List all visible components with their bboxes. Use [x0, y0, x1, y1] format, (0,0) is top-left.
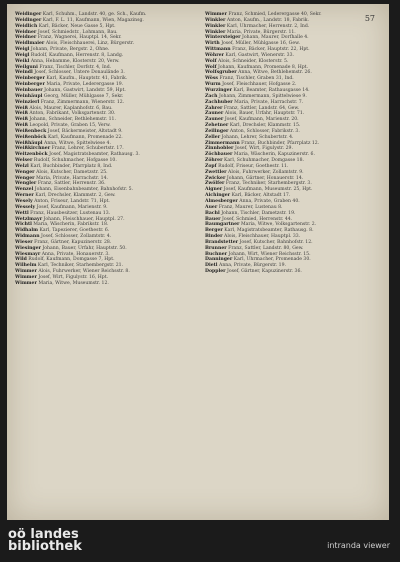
directory-entry	[15, 281, 187, 287]
entry-name: Weiß	[15, 105, 28, 111]
entry-name: Weindl	[15, 70, 33, 76]
entry-text: Johann, Schneider, Bethlehemstr. 11.	[29, 117, 116, 123]
entry-text: Karl, Bäcker, Altstadt 17.	[231, 193, 291, 199]
entry-name: Weigl	[15, 47, 30, 53]
entry-name: Wettl	[15, 210, 29, 216]
entry-text: Franz, Zimmermann, Wienerstr. 12.	[40, 99, 125, 105]
directory-entry	[205, 24, 377, 30]
entry-text: Franz, Sattler, Landstr. 64, Gew.	[223, 105, 300, 111]
directory-entry	[205, 76, 377, 82]
entry-text: Karl, Bäcker, Neue Gasse 5, Hpt.	[38, 23, 116, 29]
entry-name: Weitzenböck	[15, 152, 48, 158]
entry-text: Karl, Schuhmacher, Domgasse 18.	[224, 158, 304, 164]
entry-name: Wiesinger	[15, 245, 41, 251]
library-logo[interactable]	[8, 529, 82, 553]
entry-text: Karl, Gastwirt, Wienerstr. 33.	[225, 52, 294, 58]
entry-text: Karl, Tapezierer, Goethestr. 6.	[39, 228, 110, 234]
entry-text: Johann, Eisenbahnbeamter, Bahnhofstr. 5.	[34, 187, 133, 193]
entry-name: Winkler	[205, 29, 226, 35]
entry-name: Weidlmaier	[15, 41, 45, 47]
entry-name: Zeller	[205, 134, 221, 140]
entry-text: Maria, Private, Bürgerstr. 11.	[226, 29, 296, 35]
entry-text: Josef, Gärtner, Kapuzinerstr. 36.	[227, 269, 302, 275]
entry-name: Wenger	[15, 175, 35, 181]
directory-entry	[15, 100, 187, 106]
directory-entry	[205, 158, 377, 164]
entry-text: Karl, Uhrmacher, Herrenstr. 2, Ind.	[226, 23, 310, 29]
entry-name: Weidinger	[15, 12, 42, 17]
entry-text: Johann, Wirt, Wiener Reichsstr. 15.	[228, 251, 311, 257]
directory-entry	[205, 246, 377, 252]
entry-text: Josef, Kutscher, Bahnhofstr. 12.	[239, 239, 313, 245]
entry-text: Anton, Schlosser, Fabrikstr. 3.	[229, 128, 300, 134]
entry-name: Aichinger	[205, 193, 231, 199]
logo-line1: oö landes	[8, 527, 79, 542]
directory-entry	[15, 246, 187, 252]
entry-text: Josef, Kaufmann, Museumstr. 25, Hpt.	[223, 187, 313, 193]
entry-name: Weißhäupl	[15, 140, 43, 146]
entry-text: Karl, Magistratsbeamter, Rathausg. 8.	[224, 228, 314, 234]
entry-name: Wimmer	[15, 274, 37, 280]
directory-entry	[15, 164, 187, 170]
entry-name: Weinberger	[15, 82, 45, 88]
directory-entry	[15, 59, 187, 65]
directory-entry	[15, 123, 187, 129]
footer-bar	[0, 520, 400, 562]
entry-name: Welser	[15, 158, 33, 164]
entry-name: Zwettler	[205, 169, 227, 175]
entry-text: Franz, Schmied, Lederergasse 40, Sekr.	[228, 12, 322, 17]
entry-text: Johann, Gärtner, Honauerstr. 14.	[226, 175, 304, 181]
entry-name: Weiß	[15, 117, 28, 123]
directory-entry	[205, 94, 377, 100]
entry-text: Karl, Kaufmann, Promenade 22.	[47, 134, 123, 140]
entry-name: Wöss	[205, 76, 219, 82]
entry-text: Johann, Zimmermann, Spittelwiese 9.	[218, 93, 307, 99]
left-column	[15, 12, 187, 287]
entry-text: Franz, Tischler, Graben 31, Ind.	[219, 76, 294, 82]
directory-entry	[205, 129, 377, 135]
entry-text: Maria, Private, Harrachstr. 7.	[234, 99, 304, 105]
entry-name: Wurzinger	[205, 87, 232, 93]
directory-entry	[15, 240, 187, 246]
entry-text: Maria, Private, Harrachstr. 14.	[36, 175, 108, 181]
entry-text: Karl, Schuhm., Landstr. 40, ge. Sch., Kaufm.	[42, 12, 147, 17]
entry-text: Johann, Kaufmann, Promenade 8, Hpt.	[218, 64, 308, 70]
entry-text: Anton, Fabrikant, Volksgartenstr. 30.	[29, 111, 116, 117]
entry-text: Alois, Fuhrwerker, Zollamtstr. 9.	[228, 169, 304, 175]
directory-entry	[15, 129, 187, 135]
directory-entry	[15, 234, 187, 240]
entry-name: Wimmer	[15, 280, 37, 286]
directory-entry	[205, 193, 377, 199]
entry-name: Zauner	[205, 117, 224, 123]
entry-name: Zeilinger	[205, 128, 229, 134]
directory-entry	[15, 94, 187, 100]
entry-text: Maria, Wäscherin, Kapuzinerstr. 6.	[233, 152, 315, 158]
entry-text: Karl, Buchbinder, Pfarrplatz 8, Ind.	[30, 163, 113, 169]
entry-name: Doppler	[205, 269, 226, 275]
entry-name: Werner	[15, 193, 34, 199]
entry-text: Johann, Fleischhauer, Hauptpl. 27.	[43, 216, 125, 222]
entry-name: Wengler	[15, 181, 37, 187]
entry-text: Franz, Sattler, Herrenstr. 36.	[37, 181, 106, 187]
directory-entry	[15, 228, 187, 234]
entry-name: Winkler	[205, 17, 226, 23]
directory-entry	[15, 193, 187, 199]
directory-entry	[205, 53, 377, 59]
entry-name: Zopf	[205, 163, 217, 169]
entry-name: Welzl	[15, 163, 29, 169]
entry-name: Weinbauer	[15, 87, 43, 93]
entry-text: Alois, Kutscher, Dametzstr. 25.	[36, 169, 108, 175]
entry-text: Franz, Gärtner, Kapuzinerstr. 28.	[34, 239, 112, 245]
entry-text: Franz, Maurer, Lustenau 8.	[218, 204, 283, 210]
entry-text: Josef, Wirt, Figulystr. 16, Hpt.	[38, 274, 109, 280]
logo-line2: bibliothek	[8, 539, 82, 554]
entry-name: Weißkirchner	[15, 146, 51, 152]
entry-name: Wurm	[205, 82, 221, 88]
directory-entry	[15, 117, 187, 123]
entry-name: Danninger	[205, 257, 233, 263]
entry-text: Josef, Magistratsbeamter, Rathausg. 3.	[49, 152, 140, 158]
directory-entry	[205, 164, 377, 170]
entry-text: Josef, Kaufmann, Marienstr. 20.	[224, 117, 299, 123]
directory-entry	[205, 12, 377, 18]
entry-name: Baumgartner	[205, 222, 240, 228]
entry-name: Wieser	[15, 239, 33, 245]
entry-text: Franz, Bäcker, Hauptstr. 22, Hpt.	[232, 47, 310, 53]
entry-name: Auer	[205, 204, 218, 210]
entry-name: Weinberger	[15, 76, 45, 82]
entry-name: Zöhrer	[205, 158, 223, 164]
directory-entry	[205, 205, 377, 211]
entry-name: Zimmermann	[205, 140, 240, 146]
directory-entry	[15, 211, 187, 217]
entry-text: Josef, Schlosser, Zollamtstr. 4.	[41, 234, 112, 240]
directory-entry	[205, 234, 377, 240]
entry-text: Franz, Tischler, Dorfstr. 4, Ind.	[39, 64, 112, 70]
entry-text: Josef, Wirt, Figulystr. 29.	[234, 146, 293, 152]
entry-name: Widhalm	[15, 228, 38, 234]
directory-entry	[205, 269, 377, 275]
entry-name: Weinhäupl	[15, 93, 43, 99]
entry-text: Franz, Buchbinder, Pfarrplatz 12.	[241, 140, 320, 146]
entry-name: Weiß	[15, 123, 28, 129]
entry-text: Maria, Private, Lederergasse 19.	[46, 82, 124, 88]
directory-entry	[205, 41, 377, 47]
directory-entry	[205, 117, 377, 123]
entry-text: Franz, Hausbesitzer, Lustenau 13.	[30, 210, 111, 216]
entry-text: Josef, Bäckermeister, Altstadt 9.	[47, 128, 123, 134]
directory-entry	[205, 18, 377, 24]
entry-name: Zehetner	[205, 123, 229, 129]
entry-name: Weißenbeck	[15, 128, 47, 134]
entry-name: Aigner	[205, 187, 223, 193]
entry-text: Johann, Tischler, Dametzstr. 19.	[221, 210, 296, 216]
entry-name: Wintersteiger	[205, 35, 241, 41]
entry-name: Wolfsgruber	[205, 70, 237, 76]
entry-text: Alois, Fuhrwerker, Wiener Reichsstr. 8.	[38, 269, 130, 275]
entry-text: Josef, Müller, Mühlgasse 16, Gew.	[221, 41, 300, 47]
entry-text: Franz, Wagnerei, Hauptpl. 14, Sekr.	[37, 35, 122, 41]
entry-name: Wirth	[205, 41, 220, 47]
directory-entry	[205, 263, 377, 269]
entry-text: Anna, Private, Bürgerstr. 19.	[219, 263, 286, 269]
entry-text: Josef, Schmiedstr., Lohmann, Bau.	[37, 29, 118, 35]
directory-entry	[15, 24, 187, 30]
entry-text: Karl, Drechsler, Klammstr. 15.	[229, 123, 301, 129]
entry-text: Johann, Maurer, Dorfhalle 4.	[242, 35, 309, 41]
entry-name: Weidner	[15, 35, 37, 41]
entry-name: Wittmann	[205, 47, 231, 53]
entry-name: Dietl	[205, 263, 218, 269]
entry-name: Wichtl	[15, 222, 32, 228]
page-number: 57	[364, 14, 375, 23]
entry-name: Zwölfer	[205, 181, 225, 187]
directory-entry	[15, 152, 187, 158]
directory-entry	[205, 82, 377, 88]
entry-text: Karl, Kaufm., Hauptstr. 41, Fabrik.	[46, 76, 128, 82]
entry-text: Josef, Fleischhauer, Hofgasse 2.	[222, 82, 297, 88]
entry-text: Franz, Lehrer, Schubertstr. 17.	[51, 146, 124, 152]
entry-text: Maria, Witwe, Museumstr. 12.	[38, 280, 109, 286]
entry-name: Wimmer	[205, 12, 227, 17]
entry-name: Wolf	[205, 64, 217, 70]
entry-text: Alois, Fleischhauer, Hauptpl. 33.	[224, 234, 301, 240]
entry-name: Weikl	[15, 58, 30, 64]
directory-entry	[15, 47, 187, 53]
directory-entry	[15, 158, 187, 164]
directory-entry	[15, 205, 187, 211]
entry-text: Anna, Hebamme, Klosterstr. 20, Verw.	[30, 58, 120, 64]
entry-name: Weiß	[15, 111, 28, 117]
entry-name: Wiesmayr	[15, 251, 41, 257]
entry-name: Winkler	[205, 23, 226, 29]
entry-name: Wilhelm	[15, 263, 37, 269]
directory-entry	[15, 18, 187, 24]
entry-text: Anton, Friseur, Landstr. 71, Hpt.	[34, 199, 110, 204]
directory-entry	[15, 88, 187, 94]
entry-text: Rudolf, Schuhmacher, Hofgasse 10.	[33, 158, 117, 164]
entry-name: Bauer	[205, 216, 221, 222]
directory-entry	[15, 263, 187, 269]
directory-entry	[205, 170, 377, 176]
entry-name: Weidinger	[15, 17, 42, 23]
directory-entry	[15, 76, 187, 82]
entry-text: Johann, Lehrer, Schubertstr. 4.	[221, 134, 294, 140]
directory-entry	[205, 47, 377, 53]
entry-text: Alois, Fleischhauerei, Linz, Bürgerstr.	[45, 41, 135, 47]
entry-text: Anna, Witwe, Spittelwiese 4.	[44, 140, 111, 146]
entry-name: Zinnhobler	[205, 146, 234, 152]
entry-text: Anna, Private, Honauerstr. 3.	[41, 251, 110, 257]
entry-name: Wenger	[15, 169, 35, 175]
directory-entry	[15, 135, 187, 141]
entry-text: Leopold, Private, Graben 15, Verw.	[29, 123, 111, 129]
entry-name: Wenzel	[15, 187, 34, 193]
entry-name: Binder	[205, 234, 223, 240]
entry-text: Franz, Sattler, Landstr. 80, Gew.	[228, 245, 304, 251]
directory-entry	[205, 240, 377, 246]
directory-entry	[15, 170, 187, 176]
directory-entry	[205, 152, 377, 158]
entry-name: Wöhrer	[205, 52, 224, 58]
directory-entry	[205, 88, 377, 94]
entry-text: Anton, Kaufm., Landstr. 18, Fabrik.	[226, 17, 309, 23]
directory-entry	[15, 269, 187, 275]
entry-text: Franz, Techniker, Starhembergstr. 3.	[225, 181, 312, 187]
entry-name: Brandstetter	[205, 239, 239, 245]
directory-entry	[205, 59, 377, 65]
entry-text: Anna, Witwe, Bethlehemstr. 26.	[238, 70, 312, 76]
entry-name: Almesberger	[205, 199, 238, 204]
entry-name: Zahrer	[205, 105, 223, 111]
entry-text: Johann, Private, Bergstr. 2, Ohne.	[30, 47, 110, 53]
entry-text: Alois, Maurer, Kaplanhofstr. 6, Bau.	[29, 105, 113, 111]
entry-text: Maria, Wäscherin, Fabrikstr. 18.	[33, 222, 109, 228]
scanned-page	[7, 4, 389, 520]
entry-name: Buchner	[205, 251, 228, 257]
entry-text: Josef, Schmied, Herrenstr. 44.	[222, 216, 293, 222]
entry-name: Wessely	[15, 204, 36, 210]
entry-name: Wesely	[15, 199, 33, 204]
entry-name: Weidlich	[15, 23, 38, 29]
entry-name: Brunner	[205, 245, 227, 251]
directory-entry	[205, 123, 377, 129]
entry-text: Alois, Schneider, Klosterstr. 5.	[218, 58, 289, 64]
entry-name: Zach	[205, 93, 218, 99]
entry-text: Rudolf, Friseur, Goethestr. 11.	[218, 163, 289, 169]
entry-name: Wild	[15, 257, 27, 263]
entry-name: Wolf	[205, 58, 217, 64]
entry-name: Bachl	[205, 210, 220, 216]
entry-name: Berger	[205, 228, 223, 234]
directory-entry	[205, 228, 377, 234]
entry-text: Maria, Witwe, Volksgartenstr. 2.	[240, 222, 317, 228]
entry-name: Zwicker	[205, 175, 226, 181]
entry-text: Anna, Private, Graben 40.	[239, 199, 300, 204]
entry-text: Josef, Schlosser, Untere Donaulände 3.	[34, 70, 125, 76]
entry-name: Weißenböck	[15, 134, 47, 140]
entry-name: Weidner	[15, 29, 37, 35]
directory-entry	[15, 41, 187, 47]
entry-text: Johann, Gastwirt, Landstr. 59, Hpt.	[44, 87, 126, 93]
entry-text: Karl, Techniker, Starhembergstr. 21.	[37, 263, 124, 269]
entry-text: Georg, Müller, Mühlgasse 7, Sekr.	[43, 93, 124, 99]
entry-name: Weigl	[15, 52, 30, 58]
entry-text: Rudolf, Kaufmann, Herrenstr. 8, Landg.	[30, 52, 124, 58]
entry-name: Weilguni	[15, 64, 38, 70]
entry-name: Zöchbauer	[205, 152, 233, 158]
entry-text: Karl, Drechsler, Klammstr. 2, Gew.	[35, 193, 116, 199]
directory-entry	[205, 135, 377, 141]
entry-text: Josef, Kaufmann, Marienstr. 9.	[36, 204, 108, 210]
directory-entry	[15, 53, 187, 59]
entry-name: Widmann	[15, 234, 40, 240]
viewer-label: intranda viewer	[327, 541, 390, 550]
entry-text: Karl, Beamter, Rathausgasse 14.	[233, 87, 310, 93]
entry-text: Karl, Uhrmacher, Promenade 30.	[233, 257, 311, 263]
right-column	[205, 12, 377, 275]
entry-text: Alois, Bauer, Urfahr, Hauptstr. 71.	[224, 111, 305, 117]
directory-entry	[15, 199, 187, 205]
directory-entry	[205, 199, 377, 205]
entry-name: Zauner	[205, 111, 224, 117]
directory-entry	[15, 12, 187, 18]
entry-text: Rudolf, Kaufmann, Domgasse 7, Hpt.	[28, 257, 115, 263]
entry-text: Johann, Bauer, Urfahr, Hauptstr. 50.	[42, 245, 127, 251]
directory-entry	[205, 211, 377, 217]
directory-entry	[15, 275, 187, 281]
entry-name: Wetzlmayr	[15, 216, 43, 222]
directory-entry	[205, 100, 377, 106]
entry-name: Wimmer	[15, 269, 37, 275]
entry-text: Karl, F. L. 11, Kaufmann, Wien, Magazinsg.	[42, 17, 144, 23]
entry-name: Zachhuber	[205, 99, 233, 105]
entry-name: Weinzierl	[15, 99, 40, 105]
directory-entry	[15, 82, 187, 88]
